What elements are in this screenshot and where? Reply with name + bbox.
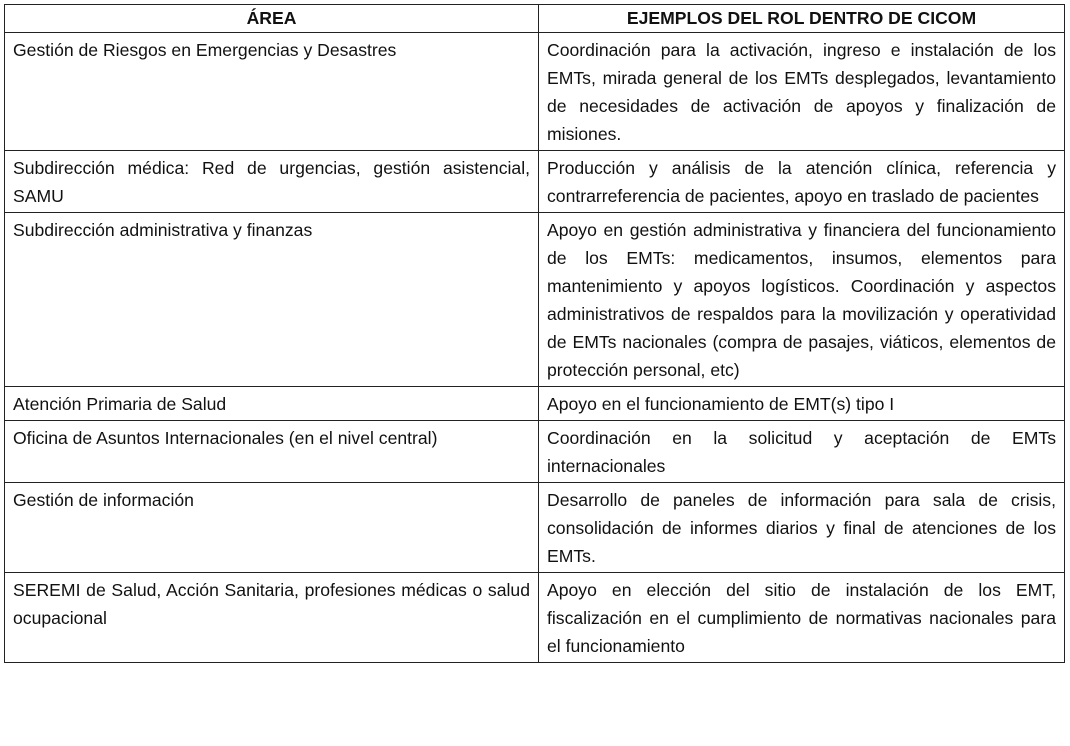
area-cell: Subdirección médica: Red de urgencias, gestión asistencial, SAMU <box>5 151 539 213</box>
role-cell: Desarrollo de paneles de información para sala de crisis, consolidación de informes diarios y final de atenciones de los EMTs. <box>539 483 1065 573</box>
table-row <box>5 33 1065 151</box>
table-row <box>5 573 1065 663</box>
table-row <box>5 483 1065 573</box>
area-cell: Atención Primaria de Salud <box>5 387 539 421</box>
area-cell: Gestión de información <box>5 483 539 573</box>
table-row <box>5 387 1065 421</box>
role-cell: Coordinación en la solicitud y aceptación de EMTs internacionales <box>539 421 1065 483</box>
role-cell: Producción y análisis de la atención clínica, referencia y contrarreferencia de pacientes, apoyo en traslado de pacientes <box>539 151 1065 213</box>
table-body <box>5 33 1065 663</box>
area-cell: SEREMI de Salud, Acción Sanitaria, profesiones médicas o salud ocupacional <box>5 573 539 663</box>
role-cell: Apoyo en gestión administrativa y financiera del funcionamiento de los EMTs: medicamentos, insumos, elementos para mantenimiento y apoyos logísticos. Coordinación y aspectos administrativos de respaldos para la movilización y operatividad de EMTs nacionales (compra de pasajes, viáticos, elementos de protección personal, etc) <box>539 213 1065 387</box>
role-cell: Coordinación para la activación, ingreso e instalación de los EMTs, mirada general de los EMTs desplegados, levantamiento de necesidades de activación de apoyos y finalización de misiones. <box>539 33 1065 151</box>
table-row <box>5 213 1065 387</box>
header-role: EJEMPLOS DEL ROL DENTRO DE CICOM <box>539 5 1065 33</box>
role-cell: Apoyo en elección del sitio de instalación de los EMT, fiscalización en el cumplimiento de normativas nacionales para el funcionamiento <box>539 573 1065 663</box>
table-header <box>5 5 1065 33</box>
area-cell: Gestión de Riesgos en Emergencias y Desastres <box>5 33 539 151</box>
table-row <box>5 151 1065 213</box>
header-row <box>5 5 1065 33</box>
role-cell: Apoyo en el funcionamiento de EMT(s) tipo I <box>539 387 1065 421</box>
table-row <box>5 421 1065 483</box>
roles-table <box>4 4 1065 663</box>
area-cell: Oficina de Asuntos Internacionales (en el nivel central) <box>5 421 539 483</box>
area-cell: Subdirección administrativa y finanzas <box>5 213 539 387</box>
header-area: ÁREA <box>5 5 539 33</box>
